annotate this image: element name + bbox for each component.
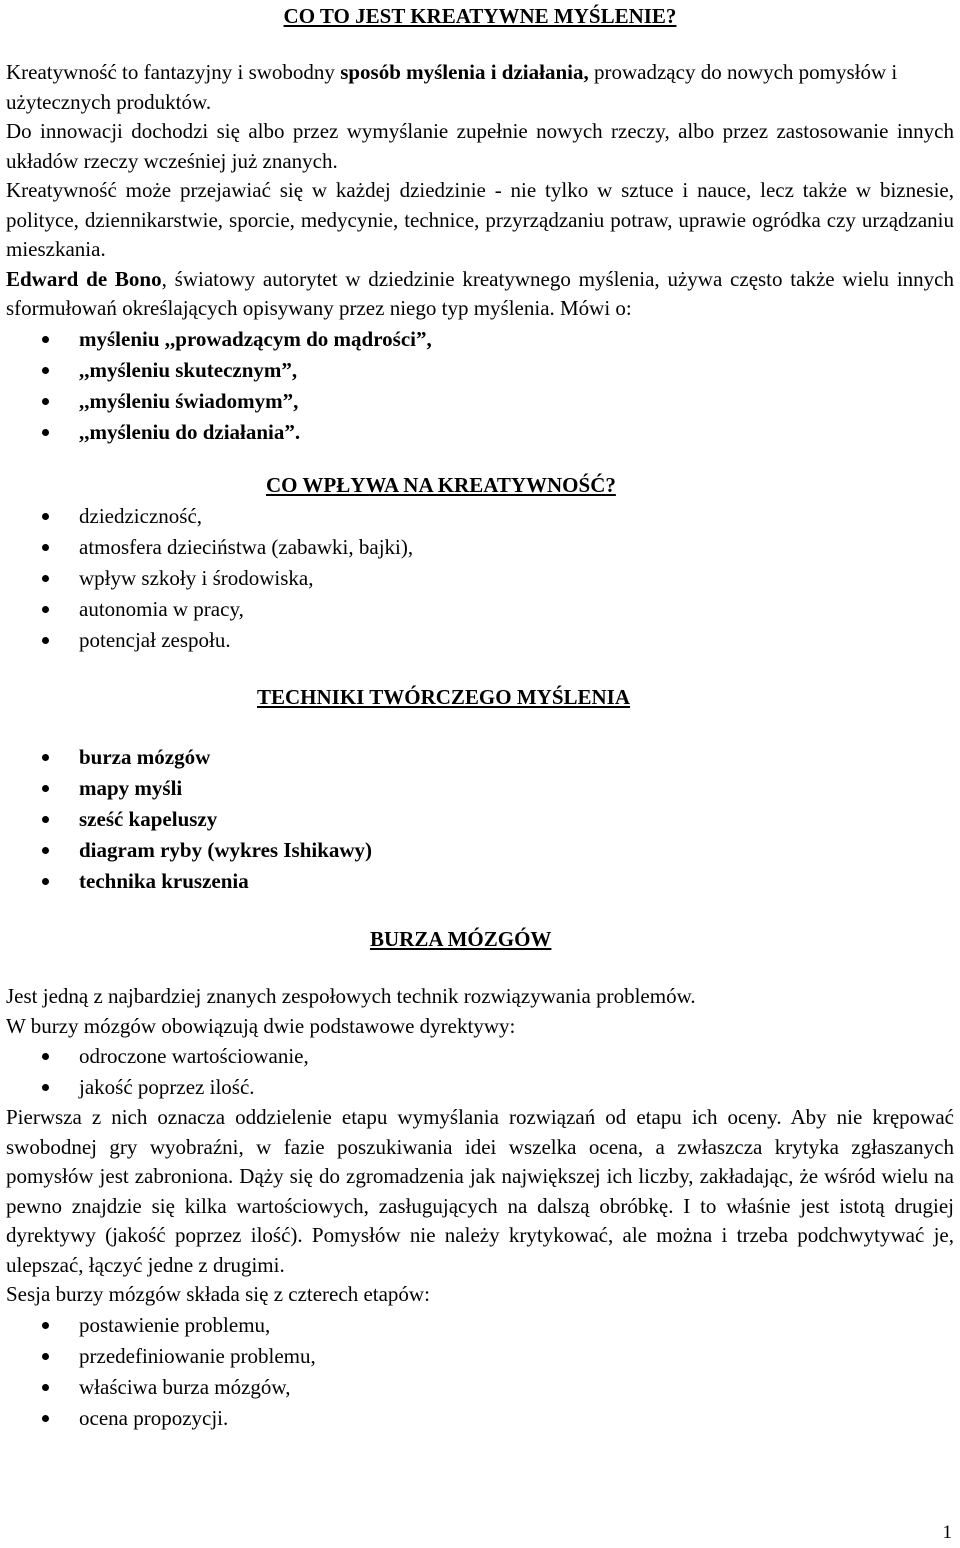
list-item: postawienie problemu, — [6, 1310, 954, 1341]
page-title: CO TO JEST KREATYWNE MYŚLENIE? — [283, 4, 677, 28]
list-item: sześć kapeluszy — [6, 804, 954, 835]
list-item: odroczone wartościowanie, — [6, 1041, 954, 1072]
list-item: wpływ szkoły i środowiska, — [6, 563, 954, 594]
list-item: technika kruszenia — [6, 866, 954, 897]
brainstorm-section — [6, 982, 954, 1434]
list-item: ,,myśleniu skutecznym”, — [6, 355, 954, 386]
list-item: mapy myśli — [6, 773, 954, 804]
list-item: ,,myśleniu świadomym”, — [6, 386, 954, 417]
intro-section — [6, 58, 954, 448]
techniques-list — [6, 742, 954, 897]
brainstorm-paragraph-1: Jest jedną z najbardziej znanych zespołowych technik rozwiązywania problemów. — [6, 984, 696, 1008]
brainstorm-paragraph-2: W burzy mózgów obowiązują dwie podstawowe dyrektywy: — [6, 1013, 516, 1038]
list-item: autonomia w pracy, — [6, 594, 954, 625]
brainstorm-paragraph-4: Sesja burzy mózgów składa się z czterech etapów: — [6, 1282, 430, 1306]
list-item: burza mózgów — [6, 742, 954, 773]
intro-paragraph-2: Do innowacji dochodzi się albo przez wymyślanie zupełnie nowych rzeczy, albo przez zastosowanie innych układów rzeczy wcześniej już znanych. — [6, 119, 954, 173]
list-item: potencjał zespołu. — [6, 625, 954, 656]
list-item: ocena propozycji. — [6, 1403, 954, 1434]
brainstorm-heading: BURZA MÓZGÓW — [370, 927, 552, 951]
influence-heading: CO WPŁYWA NA KREATYWNOŚĆ? — [266, 473, 616, 497]
list-item: myśleniu ,,prowadzącym do mądrości”, — [6, 324, 954, 355]
list-item: dziedziczność, — [6, 501, 954, 532]
list-item: atmosfera dzieciństwa (zabawki, bajki), — [6, 532, 954, 563]
list-item: właściwa burza mózgów, — [6, 1372, 954, 1403]
intro-paragraph-4: Edward de Bono, światowy autorytet w dziedzinie kreatywnego myślenia, używa często także wielu innych sformułowań określających opisywany przez niego typ myślenia. Mówi o: — [6, 266, 954, 320]
techniques-heading: TECHNIKI TWÓRCZEGO MYŚLENIA — [257, 685, 631, 709]
page-number: 1 — [942, 1522, 952, 1543]
list-item: diagram ryby (wykres Ishikawy) — [6, 835, 954, 866]
directives-list — [6, 1041, 954, 1103]
intro-paragraph-3: Kreatywność może przejawiać się w każdej dziedzinie - nie tylko w sztuce i nauce, lecz także w biznesie, polityce, dziennikarstwie, sporcie, medycynie, technice, przyrządzaniu potraw, uprawie ogródka czy urządzaniu mieszkania. — [6, 178, 954, 261]
list-item: jakość poprzez ilość. — [6, 1072, 954, 1103]
techniques-section — [6, 742, 954, 897]
list-item: ,,myśleniu do działania”. — [6, 417, 954, 448]
influence-section — [6, 501, 954, 656]
brainstorm-paragraph-3: Pierwsza z nich oznacza oddzielenie etapu wymyślania rozwiązań od etapu ich oceny. Aby nie krępować swobodnej gry wyobraźni, w fazie poszukiwania idei wszelka ocena, a zwłaszcza krytyka zgłaszanych pomysłów jest zabroniona. Dąży się do zgromadzenia jak największej ich liczby, zakładając, że wśród wielu na pewno znajdzie się kilka wartościowych, zasługujących na dalszą obróbkę. I to właśnie jest istotą drugiej dyrektywy (jakość poprzez ilość). Pomysłów nie należy krytykować, ale można i trzeba podchwytywać je, ulepszać, łączyć jedne z drugimi. — [6, 1105, 954, 1277]
influence-list — [6, 501, 954, 656]
stages-list — [6, 1310, 954, 1434]
intro-paragraph-1: Kreatywność to fantazyjny i swobodny sposób myślenia i działania, prowadzący do nowych pomysłów i użytecznych produktów. — [6, 60, 898, 114]
list-item: przedefiniowanie problemu, — [6, 1341, 954, 1372]
bono-list — [6, 324, 954, 448]
